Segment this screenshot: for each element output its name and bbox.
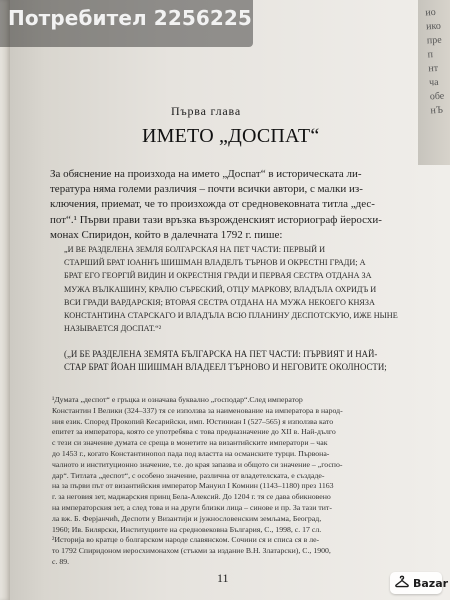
old-quote-line: БРАТ ЕГО ГЕОРГІЙ ВИДИН И ОКРЕСТНІЯ ГРАДИ И ПЕРВАЯ СЕСТРА ОТДАНА ЗА bbox=[64, 271, 372, 281]
seller-watermark: Потребител 2256225 bbox=[8, 6, 252, 30]
body-paragraph bbox=[50, 167, 382, 243]
body-line: монах Спиридон, който в далечната 1792 г. пише: bbox=[50, 228, 283, 241]
footnote-line: Константин I Велики (324–337) тя се използва за наименование на императора в народ- bbox=[52, 405, 343, 415]
translation-line: СТАР БРАТ ЙОАН ШИШМАН ВЛАДЕЕЛ ТЪРНОВО И НЕГОВИТЕ ОКОЛНОСТИ; bbox=[64, 361, 387, 372]
footnote-line: ¹Думата „деспот“ е гръцка и означава буквално „господар“.След император bbox=[52, 395, 303, 404]
seller-watermark-bar bbox=[0, 0, 253, 47]
side-fragment: обе bbox=[429, 90, 445, 103]
hanger-icon bbox=[394, 575, 410, 591]
badge-label: Bazar bbox=[413, 576, 449, 590]
body-line: ключения, приемат, че то произхожда от средновековната титла „дес- bbox=[50, 198, 375, 211]
side-fragment: нт bbox=[428, 62, 439, 75]
footnote-line: то 1792 Спиридоном иеросхимонахом (стъкми за издание В.Н. Златарски), С., 1900, bbox=[52, 546, 331, 556]
old-quote-line: НАЗЫВАЕТСЯ ДОСПАТ.“² bbox=[64, 324, 162, 334]
old-quote-line: ВСИ ГРАДИ ВАРДАРСКІЯ; ВТОРАЯ СЕСТРА ОТДАНА НА МУЖА НЕКОЕГО КНЯЗА bbox=[64, 297, 375, 307]
chapter-title: ИМЕТО „ДОСПАТ“ bbox=[142, 125, 320, 147]
old-script-quote bbox=[64, 243, 398, 335]
side-page-text bbox=[425, 8, 445, 117]
side-fragment: ико bbox=[426, 20, 442, 33]
side-fragment: нЪ bbox=[430, 104, 444, 117]
footnote-line: на за първи път от византийския император Мануил I Комнин (1143–1180) през 1163 bbox=[52, 481, 334, 491]
footnotes bbox=[52, 395, 343, 568]
footnote-line: ²Историја во кратце о болгарском народе славянском. Сочини ся и списа ся в ле- bbox=[52, 535, 320, 545]
old-quote-line: „И ВЕ РАЗДЕЛЕНА ЗЕМЛЯ БОЛГАРСКАЯ НА ПЕТ ЧАСТИ: ПЕРВЫЙ И bbox=[64, 245, 326, 254]
footnote-line: на императорския зет, а след това и на други близки лица – синове и пр. За тази тит- bbox=[52, 502, 332, 512]
chapter-heading: Първа глава bbox=[171, 104, 241, 118]
footnote-line: с тези си значение думата се среща в монетите на византийските императори – чак bbox=[52, 438, 328, 448]
side-fragment: ча bbox=[428, 76, 440, 89]
body-line: За обяснение на произхода на името „Доспат“ в историческата ли- bbox=[50, 168, 362, 180]
footnote-line: ла вж. Б. Ферјанчић, Деспоти у Византији и јужнословенским земљама, Београд, bbox=[52, 513, 322, 523]
old-quote-line: СТАРШИЙ БРАТ ІОАННЪ ШИШМАН ВЛАДЕЛЪ ТЪРНОВ И ОКРЕСТНІ ГРАДИ; А bbox=[64, 258, 366, 268]
side-fragment: ио bbox=[425, 6, 437, 19]
marketplace-badge bbox=[390, 572, 449, 594]
page-number: 11 bbox=[217, 571, 229, 585]
footnote-line: 1960; Ив. Билярски, Институциите на средновековна България, С., 1998, с. 17 сл. bbox=[52, 524, 322, 534]
body-line: пот“.¹ Първи прави тази връзка възрожденският историограф йеросхи- bbox=[50, 213, 382, 226]
right-side-page-fragment bbox=[418, 0, 450, 165]
old-quote-line: МУЖА ВЪЛКАШИНУ, КРАЛЮ СЪРБСКИЙ, ОТЦУ МАРКОВУ, ВЛАДЪЛА ОХРИДЪ И bbox=[64, 284, 377, 294]
left-page-edge bbox=[0, 0, 10, 600]
footnote-line: чалното и институционно значение, т.е. до края запазва и общото си значение – „госпо- bbox=[52, 459, 343, 469]
footnote-line: дар“. Титлата „деспот“, с особено значение, различна от владетелската, е създаде- bbox=[52, 470, 325, 480]
side-fragment: пре bbox=[426, 34, 443, 47]
translation-line: („И БЕ РАЗДЕЛЕНА ЗЕМЯТА БЪЛГАРСКА НА ПЕТ ЧАСТИ: ПЪРВИЯТ И НАЙ- bbox=[64, 349, 378, 359]
footnote-line: епитет за императора, която се употребява с това предназначение до XII в. Най-дълго bbox=[52, 427, 336, 437]
footnote-line: г. за неговия зет, маджарския принц Бела-Алексий. До 1204 г. тя се дава обикновено bbox=[52, 492, 331, 502]
body-line: тература няма големи различия – почти всички автори, с малки из- bbox=[50, 183, 363, 196]
translation-quote bbox=[64, 348, 387, 373]
side-fragment: п bbox=[427, 49, 434, 61]
footnote-line: с. 89. bbox=[52, 556, 70, 566]
old-quote-line: КОНСТАНТИНА СТАРСКАГО И ВЛАДЪЛА ВСЮ ПЛАНИНУ ДЕСПОТСКУЮ, ИЖЕ НЫНЕ bbox=[64, 311, 398, 321]
footnote-line: ния език. Според Прокопий Кесарийски, имп. Юстиниан I (527–565) я използва като bbox=[52, 416, 334, 426]
footnote-line: до 1453 г., когато Константинопол пада под властта на османските турци. Първона- bbox=[52, 448, 330, 458]
